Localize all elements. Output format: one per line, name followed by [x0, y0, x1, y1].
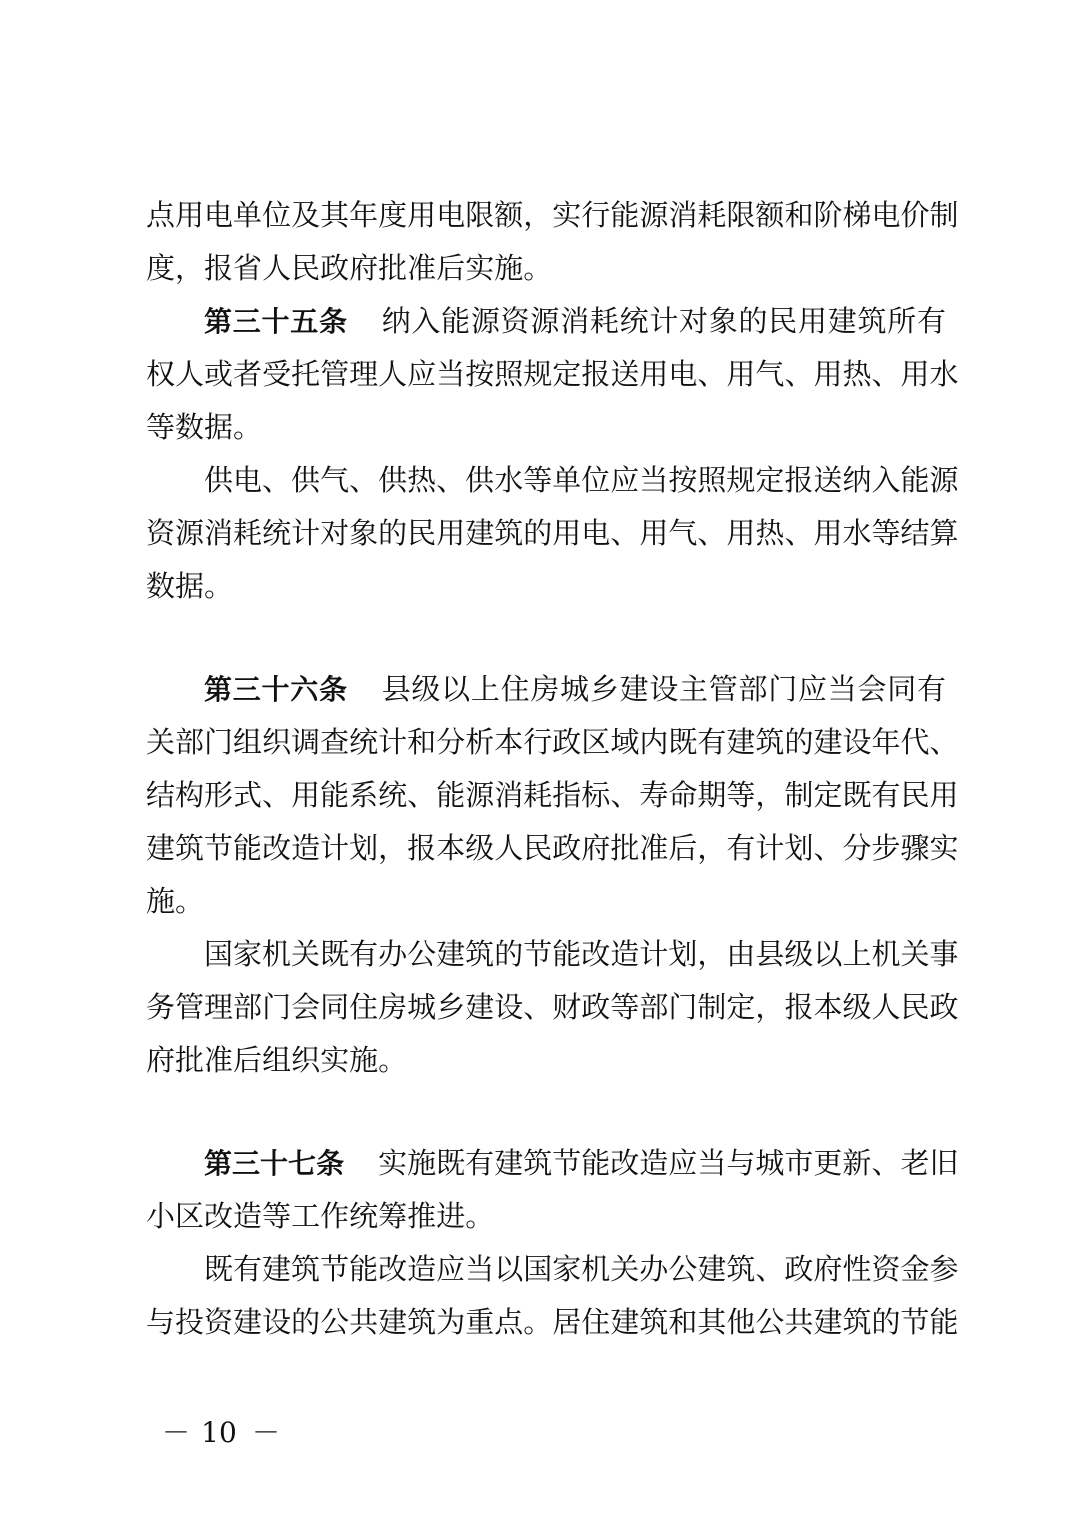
article-36-first-line	[204, 669, 946, 709]
right-dash: －	[252, 1416, 281, 1449]
text-line: 权人或者受托管理人应当按照规定报送用电、用气、用热、用水	[146, 357, 959, 391]
text-line: 施。	[146, 884, 205, 918]
page-number-footer	[162, 1413, 282, 1453]
text-line: 建筑节能改造计划，报本级人民政府批准后，有计划、分步骤实	[146, 831, 959, 865]
article-heading: 第三十五条	[204, 305, 348, 338]
article-35-first-line	[204, 301, 946, 341]
text-line: 资源消耗统计对象的民用建筑的用电、用气、用热、用水等结算	[146, 516, 959, 550]
page-number: 10	[201, 1416, 237, 1449]
article-37-first-line	[204, 1143, 959, 1183]
text-line: 小区改造等工作统筹推进。	[146, 1199, 495, 1233]
text-line: 务管理部门会同住房城乡建设、财政等部门制定，报本级人民政	[146, 990, 959, 1024]
text-line: 府批准后组织实施。	[146, 1043, 408, 1077]
text-line: 既有建筑节能改造应当以国家机关办公建筑、政府性资金参	[204, 1252, 959, 1286]
left-dash: －	[162, 1416, 191, 1449]
article-heading: 第三十七条	[204, 1147, 345, 1180]
text-line: 国家机关既有办公建筑的节能改造计划，由县级以上机关事	[204, 937, 959, 971]
text-segment: 纳入能源资源消耗统计对象的民用建筑所有	[381, 304, 946, 338]
text-line: 等数据。	[146, 410, 263, 444]
text-segment: 实施既有建筑节能改造应当与城市更新、老旧	[378, 1146, 959, 1180]
text-line: 关部门组织调查统计和分析本行政区域内既有建筑的建设年代、	[146, 725, 959, 759]
text-line: 结构形式、用能系统、能源消耗指标、寿命期等，制定既有民用	[146, 778, 959, 812]
text-line: 度，报省人民政府批准后实施。	[146, 251, 553, 285]
article-heading: 第三十六条	[204, 673, 348, 706]
text-line: 点用电单位及其年度用电限额，实行能源消耗限额和阶梯电价制	[146, 198, 959, 232]
text-line: 供电、供气、供热、供水等单位应当按照规定报送纳入能源	[204, 463, 959, 497]
text-segment: 县级以上住房城乡建设主管部门应当会同有	[381, 672, 946, 706]
text-line: 与投资建设的公共建筑为重点。居住建筑和其他公共建筑的节能	[146, 1305, 959, 1339]
text-line: 数据。	[146, 569, 234, 603]
